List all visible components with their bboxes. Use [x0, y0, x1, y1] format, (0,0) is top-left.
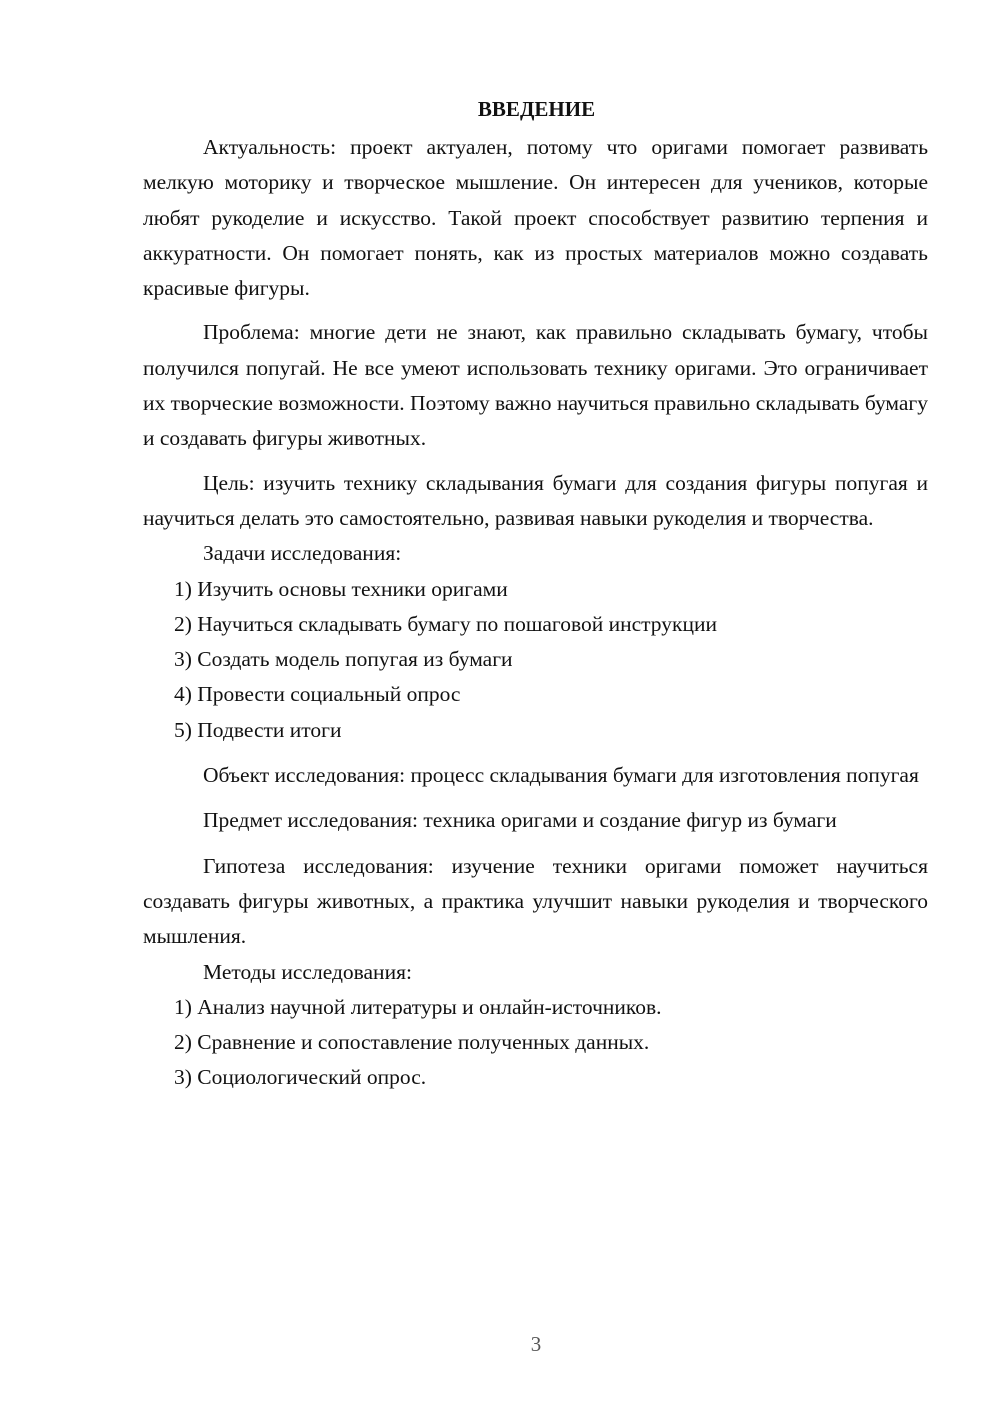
methods-list: [143, 990, 928, 1096]
object-paragraph: Объект исследования: процесс складывания бумаги для изготовления попугая: [203, 763, 919, 788]
tasks-list: [143, 572, 928, 748]
page-content: [143, 92, 928, 1096]
hypothesis-paragraph: Гипотеза исследования: изучение техники оригами поможет научиться создавать фигуры животных, а практика улучшит навыки рукоделия и творческого мышления.: [143, 853, 928, 949]
list-item: 5) Подвести итоги: [174, 717, 342, 742]
methods-heading: Методы исследования:: [203, 959, 412, 984]
goal-paragraph: Цель: изучить технику складывания бумаги для создания фигуры попугая и научиться делать это самостоятельно, развивая навыки рукоделия и творчества.: [143, 470, 928, 530]
problem-paragraph: Проблема: многие дети не знают, как правильно складывать бумагу, чтобы получился попугай. Не все умеют использовать технику оригами. Это ограничивает их творческие возможности. Поэтому важно научиться правильно складывать бумагу и создавать фигуры животных.: [143, 320, 928, 451]
list-item: 3) Социологический опрос.: [174, 1065, 427, 1090]
tasks-heading: Задачи исследования:: [203, 541, 402, 566]
subject-paragraph: Предмет исследования: техника оригами и создание фигур из бумаги: [203, 808, 837, 833]
list-item: 2) Сравнение и сопоставление полученных данных.: [174, 1030, 650, 1055]
list-item: 1) Изучить основы техники оригами: [174, 576, 508, 601]
relevance-paragraph: Актуальность: проект актуален, потому что оригами помогает развивать мелкую моторику и творческое мышление. Он интересен для учеников, которые любят рукоделие и искусство. Такой проект способствует развитию терпения и аккуратности. Он помогает понять, как из простых материалов можно создавать красивые фигуры.: [143, 135, 928, 301]
list-item: 2) Научиться складывать бумагу по пошаговой инструкции: [174, 611, 717, 636]
page-number: 3: [530, 1332, 542, 1356]
list-item: 3) Создать модель попугая из бумаги: [174, 647, 513, 672]
page-title: ВВЕДЕНИЕ: [477, 97, 596, 121]
list-item: 1) Анализ научной литературы и онлайн-источников.: [174, 994, 662, 1019]
list-item: 4) Провести социальный опрос: [174, 682, 461, 707]
